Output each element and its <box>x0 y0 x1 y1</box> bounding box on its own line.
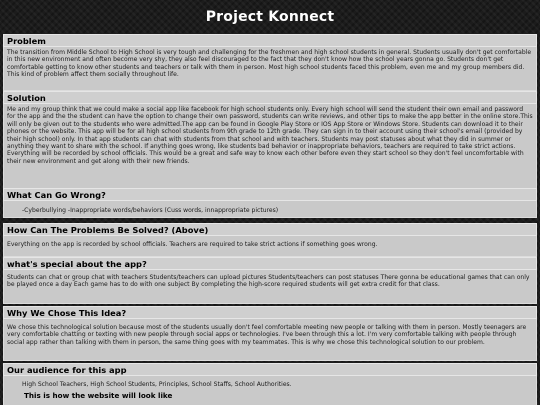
solution-heading: Solution <box>3 91 537 104</box>
audience-text <box>3 376 537 405</box>
special-text: Students can chat or group chat with teachers Students/teachers can upload pictures Students/teachers can post statuses There gonna be educational games that can only be played once a day Each game has to do with one subject By completing the high-score required students will get extra credit for that class. <box>3 270 537 304</box>
problems-solved-text: Everything on the app is recorded by school officials. Teachers are required to take strict actions if something goes wrong. <box>3 236 537 257</box>
audience-section <box>3 363 537 405</box>
what-can-go-wrong-text: -Cyberbullying -Inappropriate words/behaviors (Cuss words, innappropriate pictures) <box>3 201 537 218</box>
what-can-go-wrong-section <box>3 188 537 218</box>
why-chose-heading: Why We Chose This Idea? <box>3 306 537 319</box>
solution-text: Me and my group think that we could make a social app like facebook for high school students only. Every high school will send the student their own email and password for the app and the the student can have the option to change their own password, students can write reviews, and other tips to make the app better in the online store.This will only be given out to the students who were admitted.The app can be found in Google Play Store or IOS App Store or Windows Store. Students can download it to their phones or the website. This app will be for all high school students from 9th grade to 12th grade. They can sign in to their account using their school's email (provided by their high school) only. In that app students can chat with students from that school and with teachers. Students may post statuses about what they did in summer or anything they want to share with the school. If anything goes wrong, like students bad behavior or inappropriate behaviors, teachers are required to take strict actions. Everything will be recorded by school officials. This would be a great and safe way to know each other before even they start school so they don't feel uncomfortable with their new environment and get along with their new friends. <box>3 104 537 195</box>
audience-heading: Our audience for this app <box>3 363 537 376</box>
problem-heading: Problem <box>3 34 537 47</box>
page-title: Project Konnect <box>205 9 335 25</box>
problem-section <box>3 34 537 91</box>
why-chose-text: We chose this technological solution because most of the students usually don't feel comfortable meeting new people or talking with them in person. Mostly teenagers are very comfortable chatting or texting with new people through social apps or technologies. I've been through this a lot. I'm very comfortable talking with people through social app rather than talking with them in person, the same thing goes with my teammates. This is why we chose this technological solution to our problem. <box>3 319 537 361</box>
why-chose-section <box>3 306 537 361</box>
problem-text: The transition from Middle School to High School is very tough and challenging for the freshmen and high school students in general. Students usually don't get comfortable in this new environment and often become very shy, they also feel discouraged to the fact that they don't know how the school years gonna go. Students don't get comfortable getting to know other students and teachers or talk with them in person. Most high school students faced this problem, even me and my group members did. This kind of problem affect them socially throughout life. <box>3 47 537 91</box>
special-heading: what's special about the app? <box>3 257 537 270</box>
solution-section <box>3 91 537 195</box>
problems-solved-heading: How Can The Problems Be Solved? (Above) <box>3 223 537 236</box>
what-can-go-wrong-heading: What Can Go Wrong? <box>3 188 537 201</box>
special-section <box>3 257 537 304</box>
audience-list: High School Teachers, High School Students, Principles, School Staffs, School Authorities. <box>22 381 292 388</box>
preview-heading: This is how the website will look like <box>24 391 173 401</box>
problems-solved-section <box>3 223 537 257</box>
